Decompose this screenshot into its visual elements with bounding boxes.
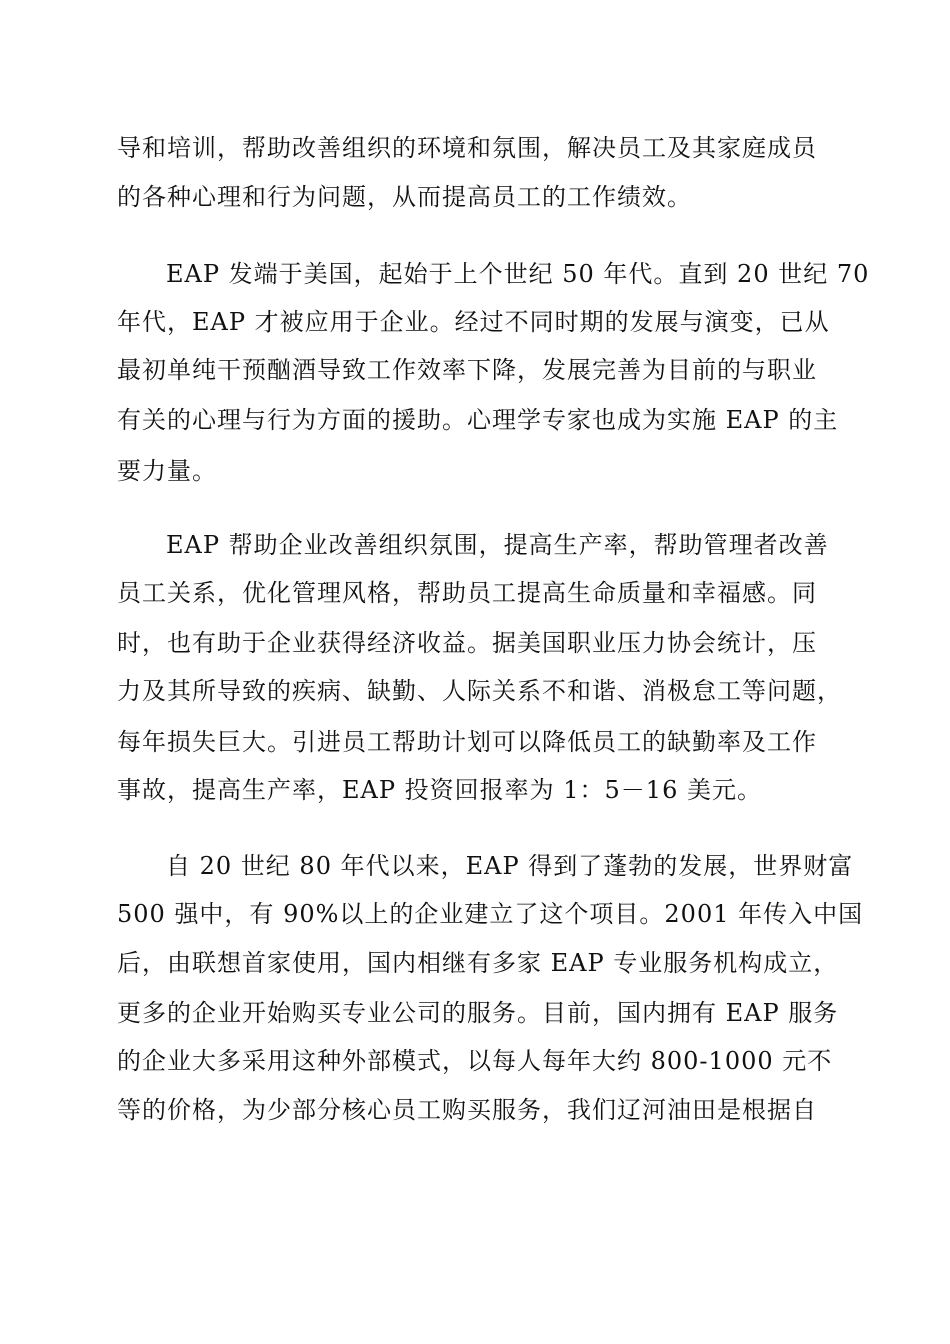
text-line: 自 20 世纪 80 年代以来，EAP 得到了蓬勃的发展，世界财富	[166, 852, 854, 880]
text-line: 的企业大多采用这种外部模式，以每人每年大约 800-1000 元不	[117, 1047, 833, 1075]
text-line: 事故，提高生产率，EAP 投资回报率为 1：5－16 美元。	[117, 776, 762, 804]
text-line: 要力量。	[117, 457, 217, 485]
text-line: 有关的心理与行为方面的援助。心理学专家也成为实施 EAP 的主	[117, 406, 839, 434]
text-line: 最初单纯干预酗酒导致工作效率下降，发展完善为目前的与职业	[117, 356, 817, 384]
text-line: 后，由联想首家使用，国内相继有多家 EAP 专业服务机构成立，	[117, 949, 839, 977]
text-line: 年代，EAP 才被应用于企业。经过不同时期的发展与演变，已从	[117, 308, 830, 336]
text-line: 500 强中，有 90%以上的企业建立了这个项目。2001 年传入中国	[117, 900, 864, 928]
text-line: EAP 发端于美国，起始于上个世纪 50 年代。直到 20 世纪 70	[166, 260, 870, 288]
text-line: 更多的企业开始购买专业公司的服务。目前，国内拥有 EAP 服务	[117, 999, 839, 1027]
text-line: 时，也有助于企业获得经济收益。据美国职业压力协会统计，压	[117, 629, 817, 657]
text-line: 的各种心理和行为问题，从而提高员工的工作绩效。	[117, 183, 692, 211]
text-line: 每年损失巨大。引进员工帮助计划可以降低员工的缺勤率及工作	[117, 728, 817, 756]
text-line: 力及其所导致的疾病、缺勤、人际关系不和谐、消极怠工等问题，	[117, 677, 842, 705]
text-line: 员工关系，优化管理风格，帮助员工提高生命质量和幸福感。同	[117, 579, 817, 607]
text-line: 等的价格，为少部分核心员工购买服务，我们辽河油田是根据自	[117, 1096, 817, 1124]
text-line: 导和培训，帮助改善组织的环境和氛围，解决员工及其家庭成员	[117, 134, 817, 162]
text-line: EAP 帮助企业改善组织氛围，提高生产率，帮助管理者改善	[166, 531, 829, 559]
